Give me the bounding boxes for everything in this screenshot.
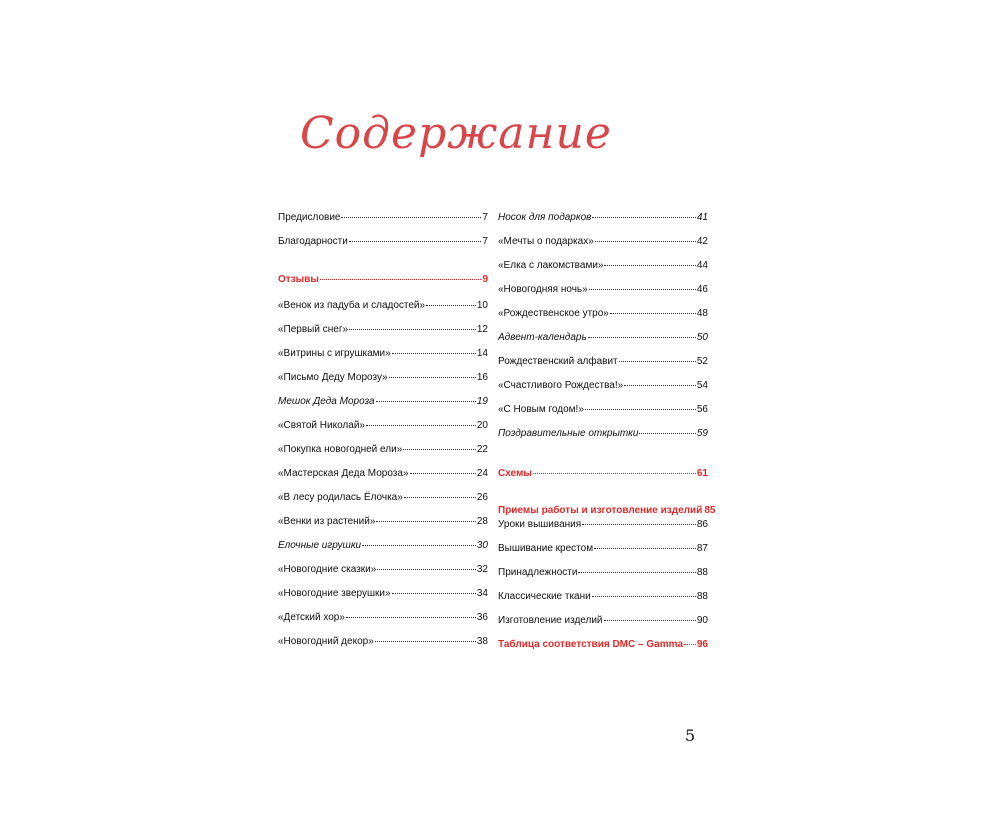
toc-leader-dots <box>410 473 476 474</box>
toc-leader-dots <box>404 497 476 498</box>
toc-entry <box>498 284 708 300</box>
toc-entry-title: Вышивание крестом <box>498 543 594 554</box>
toc-entry-title: Адвент-календарь <box>498 332 587 343</box>
toc-entry <box>498 380 708 396</box>
toc-leader-dots <box>362 545 476 546</box>
toc-entry <box>278 612 488 628</box>
toc-leader-dots <box>533 473 696 474</box>
toc-leader-dots <box>624 385 696 386</box>
toc-entry-title: «Новогодние сказки» <box>278 564 377 575</box>
toc-entry-page: 56 <box>696 404 708 415</box>
toc-entry-page: 20 <box>476 420 488 431</box>
toc-entry-title: «Новогодние зверушки» <box>278 588 391 599</box>
toc-entry-page: 24 <box>476 468 488 479</box>
toc-entry-title: «Венок из падуба и сладостей» <box>278 300 426 311</box>
toc-entry-title: «Рождественское утро» <box>498 308 609 319</box>
toc-entry-page: 12 <box>476 324 488 335</box>
toc-entry-page: 14 <box>476 348 488 359</box>
toc-entry-title: «Витрины с игрушками» <box>278 348 391 359</box>
toc-leader-dots <box>349 329 476 330</box>
toc-entry-page: 59 <box>696 428 708 439</box>
toc-entry-page: 32 <box>476 564 488 575</box>
toc-leader-dots <box>403 449 476 450</box>
toc-leader-dots <box>392 593 476 594</box>
toc-entry-page: 38 <box>476 636 488 647</box>
toc-entry <box>498 591 708 607</box>
toc-leader-dots <box>594 548 696 549</box>
toc-leader-dots <box>392 353 476 354</box>
page-title: Содержание <box>300 108 612 159</box>
toc-entry-title: «Святой Николай» <box>278 420 365 431</box>
toc-leader-dots <box>588 337 696 338</box>
toc-entry <box>278 444 488 460</box>
toc-entry-page: 36 <box>476 612 488 623</box>
toc-entry <box>498 212 708 228</box>
toc-leader-dots <box>349 241 482 242</box>
toc-entry-title: «Новогодний декор» <box>278 636 374 647</box>
toc-leader-dots <box>376 401 476 402</box>
toc-entry <box>498 567 708 583</box>
toc-entry <box>278 324 488 340</box>
toc-entry-page: 7 <box>482 236 488 247</box>
toc-entry-page: 88 <box>696 591 708 602</box>
toc-entry <box>498 332 708 348</box>
toc-section-heading <box>498 639 708 655</box>
toc-entry-page: 50 <box>696 332 708 343</box>
toc-leader-dots <box>592 217 696 218</box>
toc-leader-dots <box>639 433 695 434</box>
toc-entry-page: 7 <box>482 212 488 223</box>
toc-entry-page: 16 <box>476 372 488 383</box>
toc-entry-page: 41 <box>696 212 708 223</box>
toc-entry-title: «Покупка новогодней ели» <box>278 444 403 455</box>
toc-entry-page: 22 <box>476 444 488 455</box>
toc-leader-dots <box>684 644 696 645</box>
toc-entry-page: 88 <box>696 567 708 578</box>
toc-entry-title: «В лесу родилась Ёлочка» <box>278 492 403 503</box>
toc-entry-page: 19 <box>476 396 488 407</box>
toc-entry-page: 54 <box>696 380 708 391</box>
toc-entry-title: Благодарности <box>278 236 348 247</box>
toc-entry-page: 30 <box>476 540 488 551</box>
toc-leader-dots <box>604 265 695 266</box>
toc-entry-page: 44 <box>696 260 708 271</box>
toc-leader-dots <box>610 313 696 314</box>
toc-entry <box>278 372 488 388</box>
toc-entry <box>278 300 488 316</box>
toc-leader-dots <box>341 217 481 218</box>
toc-entry-title: Принадлежности <box>498 567 578 578</box>
toc-entry-page: 9 <box>482 274 488 285</box>
toc-entry <box>278 468 488 484</box>
toc-entry-title: «Мастерская Деда Мороза» <box>278 468 409 479</box>
toc-leader-dots <box>604 620 696 621</box>
toc-entry-title: «Письмо Деду Морозу» <box>278 372 388 383</box>
toc-section-heading <box>278 274 488 290</box>
toc-entry-title: Схемы <box>498 468 532 479</box>
toc-entry-title: Приемы работы и изготовление изделий <box>498 505 703 516</box>
toc-entry <box>278 636 488 652</box>
toc-entry-title: Предисловие <box>278 212 341 223</box>
toc-leader-dots <box>375 641 476 642</box>
toc-entry-page: 46 <box>696 284 708 295</box>
toc-entry-title: «Елка с лакомствами» <box>498 260 604 271</box>
toc-entry-title: Отзывы <box>278 274 319 285</box>
page-number: 5 <box>685 726 696 745</box>
toc-entry-page: 42 <box>696 236 708 247</box>
toc-entry-page: 87 <box>696 543 708 554</box>
toc-entry-page: 61 <box>696 468 708 479</box>
toc-entry-page: 34 <box>476 588 488 599</box>
toc-entry-title: «Счастливого Рождества!» <box>498 380 624 391</box>
toc-entry-page: 96 <box>696 639 708 650</box>
toc-entry-title: Таблица соответствия DMC – Gamma <box>498 639 684 650</box>
toc-leader-dots <box>426 305 476 306</box>
toc-entry <box>278 420 488 436</box>
toc-leader-dots <box>376 521 475 522</box>
toc-entry <box>498 236 708 252</box>
toc-leader-dots <box>589 289 696 290</box>
toc-entry <box>498 404 708 420</box>
toc-entry <box>498 356 708 372</box>
toc-entry-title: Поздравительные открытки <box>498 428 639 439</box>
toc-section-heading <box>498 468 708 484</box>
toc-entry <box>278 348 488 364</box>
toc-entry <box>498 308 708 324</box>
toc-entry <box>498 260 708 276</box>
toc-entry <box>498 615 708 631</box>
toc-entry-page: 48 <box>696 308 708 319</box>
toc-entry <box>278 540 488 556</box>
toc-entry-page: 26 <box>476 492 488 503</box>
toc-leader-dots <box>578 572 695 573</box>
toc-entry <box>278 564 488 580</box>
toc-leader-dots <box>320 279 482 280</box>
toc-entry <box>498 519 708 535</box>
toc-entry-title: Классические ткани <box>498 591 591 602</box>
toc-leader-dots <box>585 409 696 410</box>
toc-entry <box>278 236 488 252</box>
toc-leader-dots <box>582 524 696 525</box>
toc-leader-dots <box>619 361 696 362</box>
toc-entry-title: Рождественский алфавит <box>498 356 618 367</box>
toc-entry-title: «Первый снег» <box>278 324 349 335</box>
toc-leader-dots <box>377 569 476 570</box>
toc-leader-dots <box>592 596 696 597</box>
toc-entry-title: «Мечты о подарках» <box>498 236 594 247</box>
toc-leader-dots <box>366 425 476 426</box>
toc-entry-page: 52 <box>696 356 708 367</box>
toc-entry <box>278 212 488 228</box>
toc-leader-dots <box>389 377 476 378</box>
toc-entry <box>278 396 488 412</box>
toc-entry-title: Носок для подарков <box>498 212 592 223</box>
toc-entry-title: «Новогодняя ночь» <box>498 284 588 295</box>
toc-entry-title: «Детский хор» <box>278 612 345 623</box>
toc-entry-title: Изготовление изделий <box>498 615 603 626</box>
toc-entry-page: 86 <box>696 519 708 530</box>
toc-entry-title: «Венки из растений» <box>278 516 376 527</box>
toc-entry-page: 28 <box>476 516 488 527</box>
toc-entry-page: 10 <box>476 300 488 311</box>
toc-entry-page: 90 <box>696 615 708 626</box>
toc-entry <box>278 516 488 532</box>
toc-entry-page: 85 <box>704 505 716 516</box>
toc-entry-title: Елочные игрушки <box>278 540 362 551</box>
toc-entry-title: «С Новым годом!» <box>498 404 584 415</box>
toc-entry <box>498 543 708 559</box>
toc-entry-title: Уроки вышивания <box>498 519 582 530</box>
toc-leader-dots <box>346 617 476 618</box>
toc-entry-title: Мешок Деда Мороза <box>278 396 375 407</box>
toc-entry <box>278 588 488 604</box>
toc-entry <box>498 428 708 444</box>
toc-entry <box>278 492 488 508</box>
toc-leader-dots <box>595 241 696 242</box>
